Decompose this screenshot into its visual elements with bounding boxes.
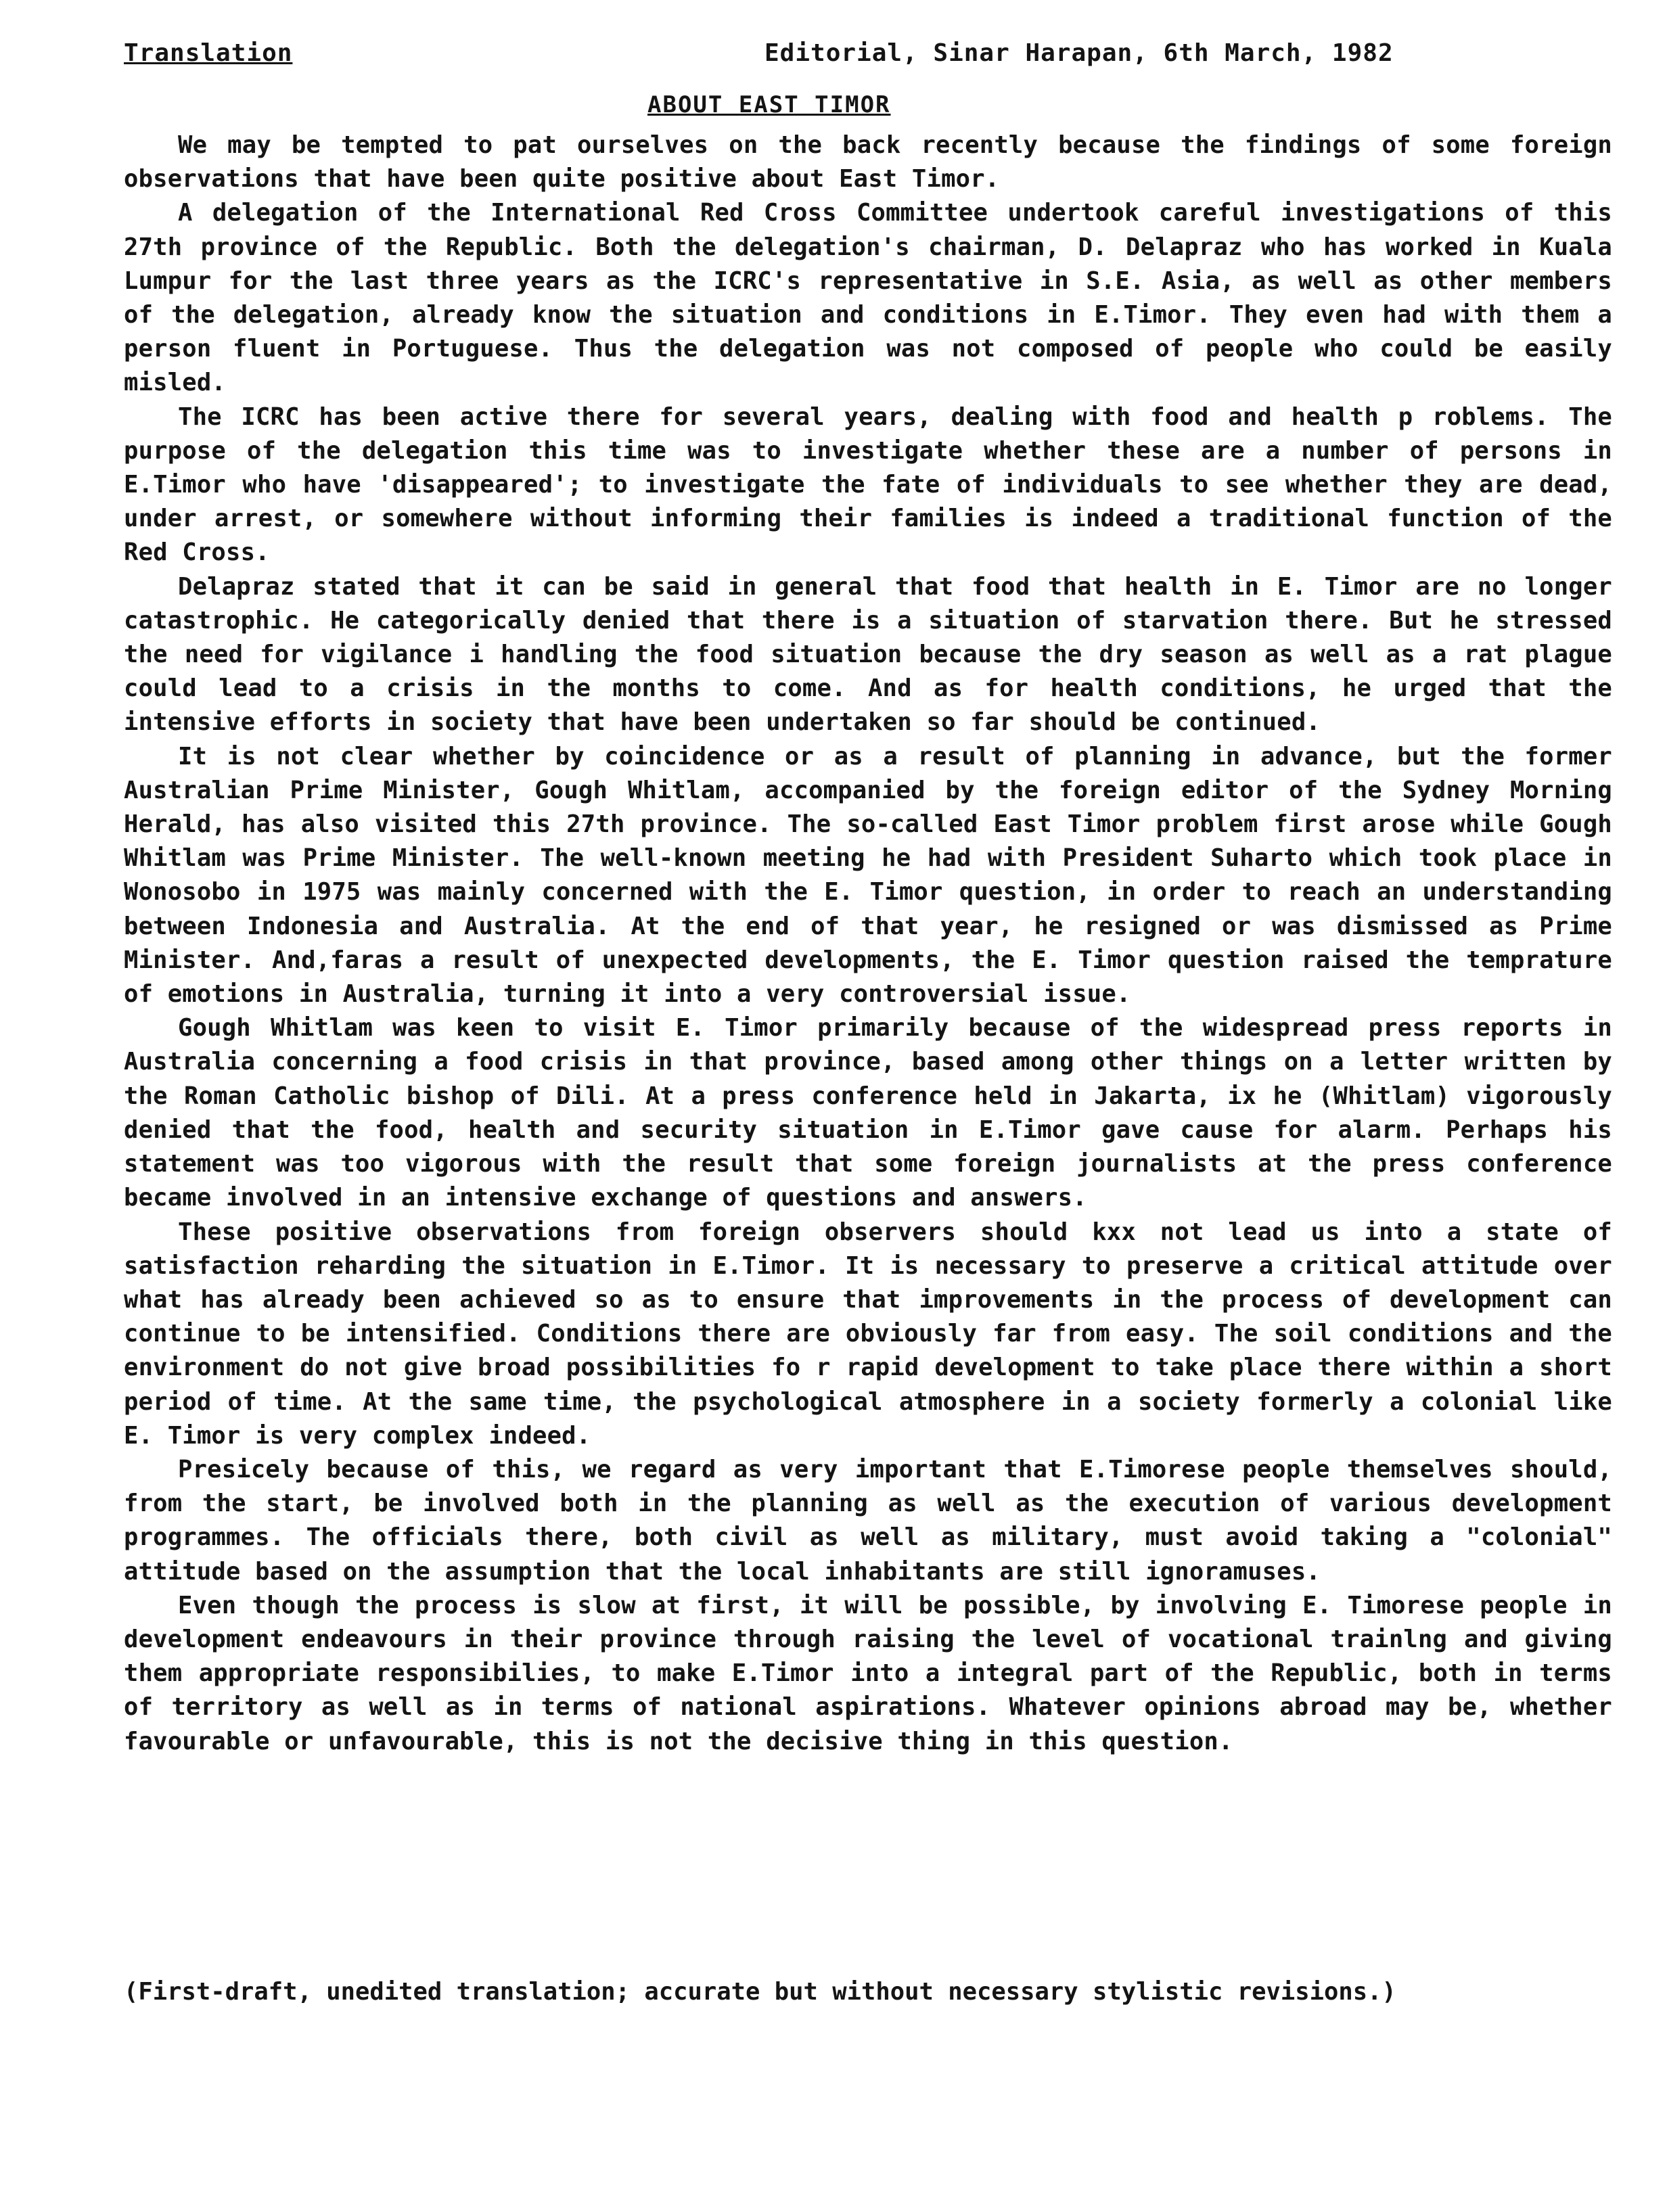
paragraph-6: Gough Whitlam was keen to visit E. Timor primarily because of the widespread press reports in Australia concerning a food crisis in that province, based among other things on a letter written by the Roman Catholic bishop of Dili. At a press conference held in Jakarta, ix he (Whitlam) vigorously denied that the food, health and security situation in E.Timor gave cause for alarm. Perhaps his statement was too vigorous with the result that some foreign journalists at the press conference became involved in an intensive exchange of questions and answers. — [124, 1014, 1612, 1212]
paragraph-4: Delapraz stated that it can be said in general that food that health in E. Timor are no longer catastrophic. He categorically denied that there is a situation of starvation there. But he stressed the need for vigilance i handling the food situation because the dry season as well as a rat plague could lead to a crisis in the months to come. And as for health conditions, he urged that the intensive efforts in society that have been undertaken so far should be continued. — [124, 572, 1612, 737]
paragraph-9: Even though the process is slow at first, it will be possible, by involving E. Timorese people in development endeavours in their province through raising the level of vocational trainlng and giving them appropriate responsibilies, to make E.Timor into a integral part of the Republic, both in terms of territory as well as in terms of national aspirations. Whatever opinions abroad may be, whether favourable or unfavourable, this is not the decisive thing in this question. — [124, 1591, 1612, 1755]
translation-note: (First-draft, unedited translation; accurate but without necessary stylistic revisions.) — [124, 1978, 1396, 2006]
source-line: Editorial, Sinar Harapan, 6th March, 1982 — [764, 39, 1394, 67]
paragraph-5: It is not clear whether by coincidence or as a result of planning in advance, but the former Australian Prime Minister, Gough Whitlam, accompanied by the foreign editor of the Sydney Morning Herald, has also visited this 27th province. The so-called East Timor problem first arose while Gough Whitlam was Prime Minister. The well-known meeting he had with President Suharto which took place in Wonosobo in 1975 was mainly concerned with the E. Timor question, in order to reach an understanding between Indonesia and Australia. At the end of that year, he resigned or was dismissed as Prime Minister. And,faras a result of unexpected developments, the E. Timor question raised the temprature of emotions in Australia, turning it into a very controversial issue. — [124, 742, 1612, 1009]
paragraph-7: These positive observations from foreign observers should kxx not lead us into a state of satisfaction reharding the situation in E.Timor. It is necessary to preserve a critical attitude over what has already been achieved so as to ensure that improvements in the process of development can continue to be intensified. Conditions there are obviously far from easy. The soil conditions and the environment do not give broad possibilities fo r rapid development to take place there within a short period of time. At the same time, the psychological atmosphere in a society formerly a colonial like E. Timor is very complex indeed. — [124, 1218, 1612, 1450]
article-body — [124, 129, 1612, 1759]
paragraph-1: We may be tempted to pat ourselves on the back recently because the findings of some foreign observations that have been quite positive about East Timor. — [124, 131, 1612, 193]
paragraph-2: A delegation of the International Red Cross Committee undertook careful investigations of this 27th province of the Republic. Both the delegation's chairman, D. Delapraz who has worked in Kuala Lumpur for the last three years as the ICRC's representative in S.E. Asia, as well as other members of the delegation, already know the situation and conditions in E.Timor. They even had with them a person fluent in Portuguese. Thus the delegation was not composed of people who could be easily misled. — [124, 199, 1612, 397]
document-title: ABOUT EAST TIMOR — [647, 91, 891, 118]
translation-label: Translation — [124, 39, 293, 67]
paragraph-8: Presicely because of this, we regard as very important that E.Timorese people themselves should, from the start, be involved both in the planning as well as the execution of various development programmes. The officials there, both civil as well as military, must avoid taking a "colonial" attitude based on the assumption that the local inhabitants are still ignoramuses. — [124, 1455, 1612, 1586]
paragraph-3: The ICRC has been active there for several years, dealing with food and health p roblems. The purpose of the delegation this time was to investigate whether these are a number of persons in E.Timor who have 'disappeared'; to investigate the fate of individuals to see whether they are dead, under arrest, or somewhere without informing their families is indeed a traditional function of the Red Cross. — [124, 402, 1612, 567]
